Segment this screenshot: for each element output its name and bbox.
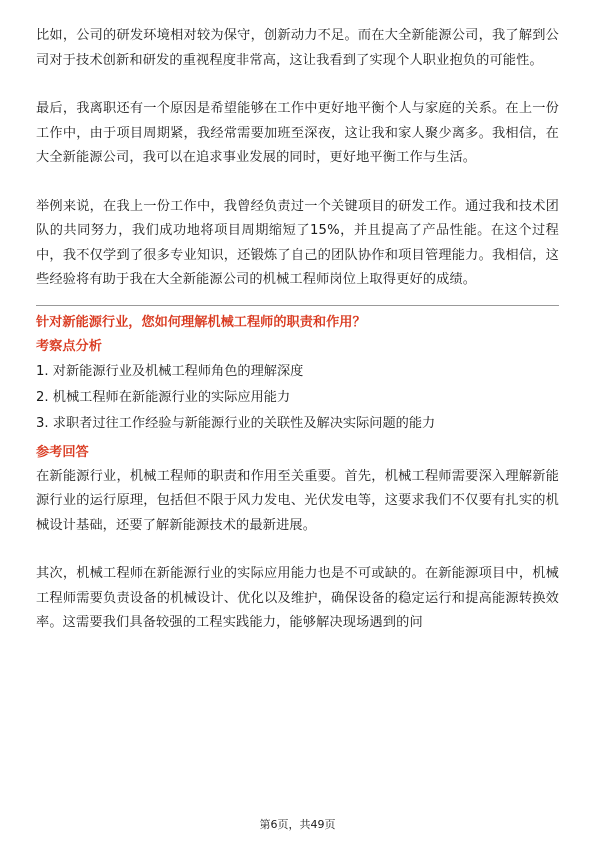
document-page xyxy=(36,24,559,636)
list-item: 3. 求职者过往工作经验与新能源行业的关联性及解决实际问题的能力 xyxy=(36,415,436,431)
page-footer: 第6页，共49页 xyxy=(259,818,336,831)
spacer xyxy=(36,171,559,195)
answer-paragraph-1: 在新能源行业，机械工程师的职责和作用至关重要。首先，机械工程师需要深入理解新能源行业的运行原理，包括但不限于风力发电、光伏发电等，这要求我们不仅要有扎实的机械设计基础，还要了解新能源技术的最新进展。 xyxy=(36,468,559,533)
answer-title: 参考回答 xyxy=(36,444,89,460)
analysis-list xyxy=(36,359,559,437)
analysis-title: 考察点分析 xyxy=(36,338,102,354)
answer-paragraph-2: 其次，机械工程师在新能源行业的实际应用能力也是不可或缺的。在新能源项目中，机械工程师需要负责设备的机械设计、优化以及维护，确保设备的稳定运行和提高能源转换效率。这需要我们具备较强的工程实践能力，能够解决现场遇到的问 xyxy=(36,566,559,630)
list-item: 1. 对新能源行业及机械工程师角色的理解深度 xyxy=(36,363,304,379)
section-divider xyxy=(36,305,559,306)
paragraph-example: 举例来说，在我上一份工作中，我曾经负责过一个关键项目的研发工作。通过我和技术团队的共同努力，我们成功地将项目周期缩短了15%，并且提高了产品性能。在这个过程中，我不仅学到了很多专业知识，还锻炼了自己的团队协作和项目管理能力。我相信，这些经验将有助于我在大全新能源公司的机械工程师岗位上取得更好的成绩。 xyxy=(36,198,559,287)
question-heading: 针对新能源行业，您如何理解机械工程师的职责和作用？ xyxy=(36,314,366,330)
spacer xyxy=(36,538,559,562)
paragraph-last-reason: 最后，我离职还有一个原因是希望能够在工作中更好地平衡个人与家庭的关系。在上一份工作中，由于项目周期紧，我经常需要加班至深夜，这让我和家人聚少离多。我相信，在大全新能源公司，我可以在追求事业发展的同时，更好地平衡工作与生活。 xyxy=(36,101,559,165)
spacer xyxy=(36,73,559,97)
list-item: 2. 机械工程师在新能源行业的实际应用能力 xyxy=(36,389,291,405)
paragraph-intro-end: 比如，公司的研发环境相对较为保守，创新动力不足。而在大全新能源公司，我了解到公司对于技术创新和研发的重视程度非常高，这让我看到了实现个人职业抱负的可能性。 xyxy=(36,28,559,68)
